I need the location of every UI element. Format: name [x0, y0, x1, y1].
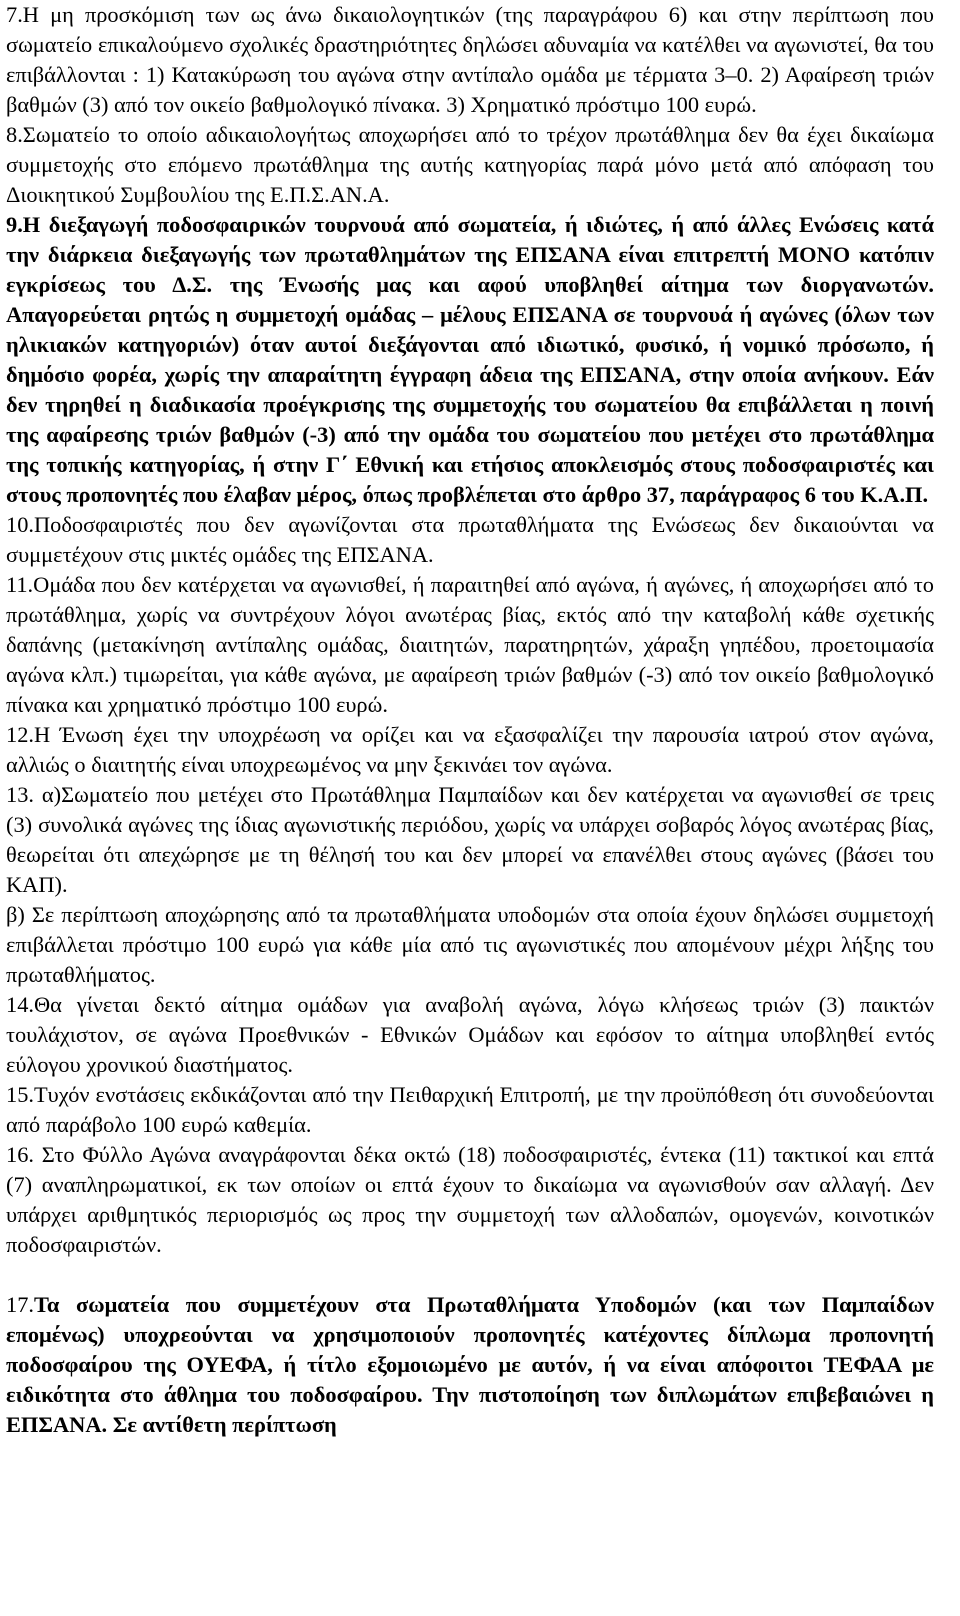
- paragraph-9: [6, 210, 934, 510]
- paragraph-9-part-a: 9.Η διεξαγωγή ποδοσφαιρικών τουρνουά από σωματεία, ή ιδιώτες, ή από άλλες Ενώσεις κατά την διάρκεια διεξαγωγής των πρωταθλημάτων της ΕΠΣΑΝΑ είναι επιτρεπτή ΜΟΝΟ κατόπιν εγκρίσεως του Δ.Σ. της Ένωσής μας και αφού υποβληθεί αίτημα των διοργανωτών.: [6, 212, 934, 297]
- paragraph-13a: 13. α)Σωματείο που μετέχει στο Πρωτάθλημα Παμπαίδων και δεν κατέρχεται να αγωνισθεί σε τρεις (3) συνολικά αγώνες της ίδιας αγωνιστικής περιόδου, χωρίς να υπάρχει σοβαρός λόγος ανωτέρας βίας, θεωρείται ότι απεχώρησε με τη θέλησή του και δεν μπορεί να επανέλθει στους αγώνες (βάσει του ΚΑΠ).: [6, 782, 934, 897]
- paragraph-11: 11.Ομάδα που δεν κατέρχεται να αγωνισθεί, ή παραιτηθεί από αγώνα, ή αγώνες, ή αποχωρήσει από το πρωτάθλημα, χωρίς να συντρέχουν λόγοι ανωτέρας βίας, εκτός από την καταβολή κάθε σχετικής δαπάνης (μετακίνηση αντίπαλης ομάδας, διαιτητών, παρατηρητών, χάραξη γηπέδου, προετοιμασία αγώνα κλπ.) τιμωρείται, για κάθε αγώνα, με αφαίρεση τριών βαθμών (-3) από τον οικείο βαθμολογικό πίνακα και χρηματικό πρόστιμο 100 ευρώ.: [6, 572, 934, 717]
- paragraph-10: 10.Ποδοσφαιριστές που δεν αγωνίζονται στα πρωταθλήματα της Ενώσεως δεν δικαιούνται να συμμετέχουν στις μικτές ομάδες της ΕΠΣΑΝΑ.: [6, 512, 934, 567]
- paragraph-16: 16. Στο Φύλλο Αγώνα αναγράφονται δέκα οκτώ (18) ποδοσφαιριστές, έντεκα (11) τακτικοί και επτά (7) αναπληρωματικοί, εκ των οποίων οι επτά έχουν το δικαίωμα να αγωνισθούν σαν αλλαγή. Δεν υπάρχει αριθμητικός περιορισμός ως προς την συμμετοχή των αλλοδαπών, ομογενών, κοινοτικών ποδοσφαιριστών.: [6, 1142, 934, 1257]
- paragraph-9-part-b: Απαγορεύεται ρητώς η συμμετοχή ομάδας – μέλους ΕΠΣΑΝΑ σε τουρνουά ή αγώνες (όλων των ηλικιακών κατηγοριών) όταν αυτοί διεξάγονται από ιδιωτικό, φυσικό, ή νομικό πρόσωπο, ή δημόσιο φορέα, χωρίς την απαραίτητη έγγραφη άδεια της ΕΠΣΑΝΑ, στην οποία ανήκουν. Εάν δεν τηρηθεί η διαδικασία προέγκρισης της συμμετοχής του σωματείου θα επιβάλλεται η ποινή της αφαίρεσης τριών βαθμών (-3) από την ομάδα του σωματείου που μετέχει στο πρωτάθλημα της τοπικής κατηγορίας, ή στην Γ΄ Εθνική και ετήσιος αποκλεισμός στους ποδοσφαιριστές και στους προπονητές που έλαβαν μέρος, όπως προβλέπεται στο άρθρο 37, παράγραφος 6 του Κ.Α.Π.: [6, 302, 934, 507]
- paragraph-8: 8.Σωματείο το οποίο αδικαιολογήτως αποχωρήσει από το τρέχον πρωτάθλημα δεν θα έχει δικαίωμα συμμετοχής στο επόμενο πρωτάθλημα της αυτής κατηγορίας παρά μόνο μετά από απόφαση του Διοικητικού Συμβουλίου της Ε.Π.Σ.ΑΝ.Α.: [6, 122, 934, 207]
- paragraph-12: 12.Η Ένωση έχει την υποχρέωση να ορίζει και να εξασφαλίζει την παρουσία ιατρού στον αγώνα, αλλιώς ο διαιτητής είναι υποχρεωμένος να μην ξεκινάει τον αγώνα.: [6, 722, 934, 777]
- paragraph-15: 15.Τυχόν ενστάσεις εκδικάζονται από την Πειθαρχική Επιτροπή, με την προϋπόθεση ότι συνοδεύονται από παράβολο 100 ευρώ καθεμία.: [6, 1082, 934, 1137]
- paragraph-13b: β) Σε περίπτωση αποχώρησης από τα πρωταθλήματα υποδομών στα οποία έχουν δηλώσει συμμετοχή επιβάλλεται πρόστιμο 100 ευρώ για κάθε μία από τις αγωνιστικές που απομένουν μέχρι λήξης του πρωταθλήματος.: [6, 902, 934, 987]
- paragraph-7: 7.Η μη προσκόμιση των ως άνω δικαιολογητικών (της παραγράφου 6) και στην περίπτωση που σωματείο επικαλούμενο σχολικές δραστηριότητες δηλώσει αδυναμία να κατέλθει να αγωνιστεί, θα του επιβάλλονται : 1) Κατακύρωση του αγώνα στην αντίπαλο ομάδα με τέρματα 3–0. 2) Αφαίρεση τριών βαθμών (3) από τον οικείο βαθμολογικό πίνακα. 3) Χρηματικό πρόστιμο 100 ευρώ.: [6, 2, 934, 117]
- paragraph-17-text: Τα σωματεία που συμμετέχουν στα Πρωταθλήματα Υποδομών (και των Παμπαίδων επομένως) υποχρεούνται να χρησιμοποιούν προπονητές κατέχοντες δίπλωμα προπονητή ποδοσφαίρου της ΟΥΕΦΑ, ή τίτλο εξομοιωμένο με αυτόν, ή να είναι απόφοιτοι ΤΕΦΑΑ με ειδικότητα στο άθλημα του ποδοσφαίρου. Την πιστοποίηση των διπλωμάτων επιβεβαιώνει η ΕΠΣΑΝΑ. Σε αντίθετη περίπτωση: [6, 1292, 934, 1437]
- paragraph-spacer: [6, 1260, 934, 1290]
- paragraph-17-number: 17.: [6, 1292, 34, 1317]
- paragraph-17: [6, 1290, 934, 1440]
- paragraph-14: 14.Θα γίνεται δεκτό αίτημα ομάδων για αναβολή αγώνα, λόγω κλήσεως τριών (3) παικτών τουλάχιστον, σε αγώνα Προεθνικών - Εθνικών Ομάδων και εφόσον το αίτημα υποβληθεί εντός εύλογου χρονικού διαστήματος.: [6, 992, 934, 1077]
